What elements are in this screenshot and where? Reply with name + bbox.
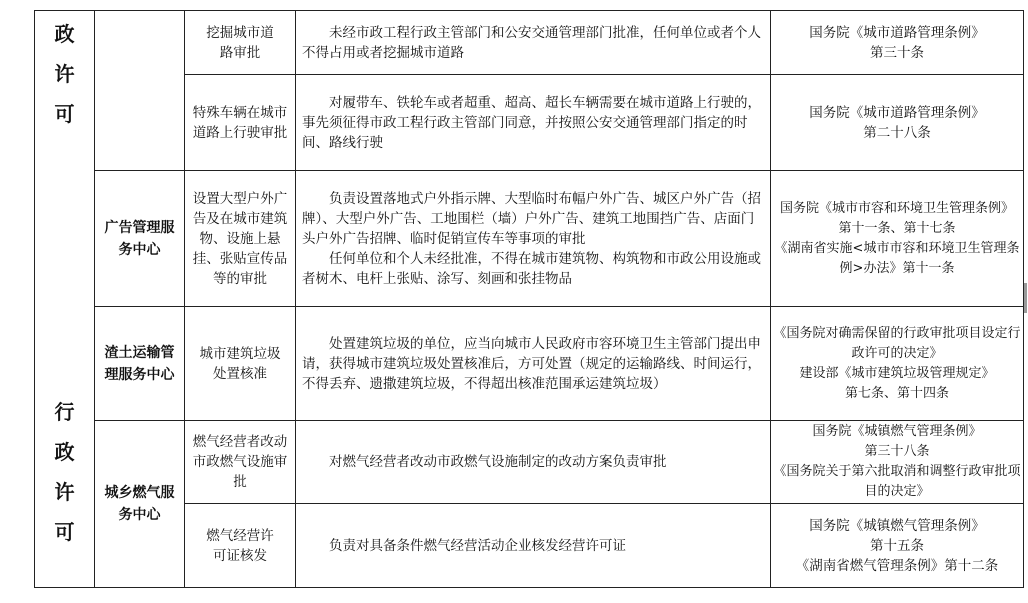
legal-basis — [771, 504, 1023, 587]
approval-item: 挖掘城市道路审批 — [206, 24, 274, 61]
basis-line: 建设部《城市建筑垃圾管理规定》 — [799, 365, 995, 381]
description-paragraph: 未经市政工程行政主管部门和公安交通管理部门批准，任何单位或者个人不得占用或者挖掘城市道路 — [302, 24, 761, 61]
approval-description — [296, 11, 770, 74]
basis-line: 《湖南省实施<城市市容和环境卫生管理条例>办法》第十一条 — [774, 240, 1020, 276]
legal-basis — [771, 11, 1023, 74]
basis-line: 国务院《城市道路管理条例》 — [809, 104, 985, 121]
legal-basis — [771, 75, 1023, 170]
basis-line: 国务院《城市道路管理条例》 — [809, 24, 985, 41]
category-char: 行 — [54, 400, 75, 424]
category-char: 可 — [54, 102, 75, 126]
basis-line: 《国务院对确需保留的行政审批项目设定行政许可的决定》 — [773, 325, 1021, 361]
basis-line: 第十一条、第十七条 — [838, 220, 956, 236]
category-label-top — [35, 14, 94, 134]
table-border-bottom — [34, 587, 1024, 588]
approval-item: 特殊车辆在城市道路上行驶审批 — [192, 104, 288, 141]
category-label-bottom — [35, 388, 94, 556]
legal-basis — [771, 421, 1023, 503]
approval-description — [296, 307, 770, 420]
dept-muck-transport: 渣土运输管理服务中心 — [104, 344, 175, 383]
basis-line: 第三十条 — [870, 44, 924, 61]
approval-item: 城市建筑垃圾处置核准 — [199, 345, 281, 382]
description-paragraph: 任何单位和个人未经批准，不得在城市建筑物、构筑物和市政公用设施或者树木、电杆上张贴、涂写、刻画和张挂物品 — [302, 250, 761, 287]
category-char: 政 — [54, 440, 75, 464]
approval-description — [296, 421, 770, 503]
scrollbar-thumb[interactable] — [1024, 283, 1027, 313]
category-char: 许 — [54, 480, 75, 504]
legal-basis — [771, 307, 1023, 420]
description-paragraph: 对履带车、铁轮车或者超重、超高、超长车辆需要在城市道路上行驶的，事先须征得市政工程行政主管部门同意，并按照公安交通管理部门指定的时间、路线行驶 — [302, 94, 761, 151]
approval-description — [296, 504, 770, 587]
approval-description — [296, 75, 770, 170]
description-paragraph: 对燃气经营者改动市政燃气设施制定的改动方案负责审批 — [329, 454, 667, 470]
category-char: 可 — [54, 520, 75, 544]
basis-line: 《湖南省燃气管理条例》第十二条 — [795, 557, 999, 574]
basis-line: 第十五条 — [870, 537, 924, 554]
basis-line: 第三十八条 — [864, 444, 930, 459]
approval-item: 燃气经营许可证核发 — [206, 527, 274, 564]
dept-gas-service: 城乡燃气服务中心 — [104, 485, 175, 523]
basis-line: 国务院《城市市容和环境卫生管理条例》 — [779, 200, 1014, 216]
legal-basis — [771, 171, 1023, 306]
basis-line: 《国务院关于第六批取消和调整行政审批项目的决定》 — [773, 464, 1021, 499]
basis-line: 第七条、第十四条 — [844, 385, 949, 401]
basis-line: 国务院《城镇燃气管理条例》 — [812, 424, 982, 439]
approval-description — [296, 171, 770, 306]
description-paragraph: 处置建筑垃圾的单位，应当向城市人民政府市容环境卫生主管部门提出申请，获得城市建筑垃圾处置核准后，方可处置（规定的运输路线、时间运行，不得丢弃、遗撒建筑垃圾，不得超出核准范围承运建筑垃圾） — [302, 335, 761, 392]
category-char: 政 — [54, 22, 75, 46]
basis-line: 国务院《城镇燃气管理条例》 — [809, 517, 985, 534]
description-paragraph: 负责设置落地式户外指示牌、大型临时布幅户外广告、城区户外广告（招牌）、大型户外广告、工地围栏（墙）户外广告、建筑工地围挡广告、店面门头户外广告招牌、临时促销宣传车等事项的审批 — [302, 190, 761, 247]
approval-item: 设置大型户外广告及在城市建筑物、设施上悬挂、张贴宣传品等的审批 — [192, 190, 288, 287]
basis-line: 第二十八条 — [863, 124, 931, 141]
category-char: 许 — [54, 62, 75, 86]
description-paragraph: 负责对具备条件燃气经营活动企业核发经营许可证 — [329, 537, 626, 554]
dept-ad-management: 广告管理服务中心 — [104, 219, 175, 258]
approval-item: 燃气经营者改动市政燃气设施审批 — [192, 434, 288, 490]
